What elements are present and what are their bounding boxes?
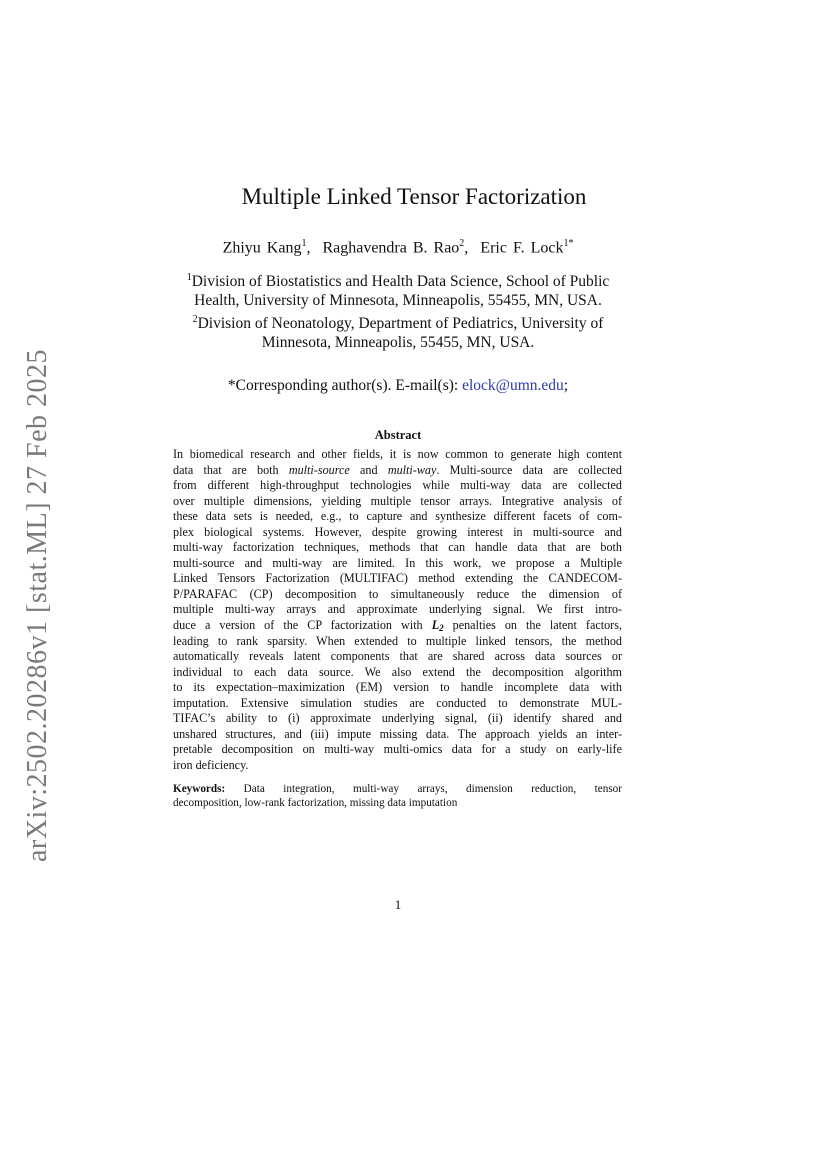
author-affiliation-mark: 1* — [563, 238, 574, 249]
affiliation-line: $^1$Division of Biostatistics and Health Data Science, School of Public — [186, 272, 610, 291]
affiliation-line: Health, University of Minnesota, Minneapolis, 55455, MN, USA. — [194, 292, 602, 310]
keywords — [173, 782, 622, 810]
abstract-line: to its expectation–maximization (EM) version to handle incomplete data with — [173, 680, 622, 695]
arxiv-identifier-stamp: arXiv:2502.20286v1 [stat.ML] 27 Feb 2025 — [22, 348, 53, 862]
abstract-line: TIFAC’s ability to (i) approximate underlying signal, (ii) identify shared and — [173, 711, 622, 726]
author-list: Zhiyu Kang$^1$, Raghavendra B. Rao$^2$, Eric F. Lock$^{1*}$ — [222, 238, 574, 257]
keywords-line: Keywords: Data integration, multi-way arrays, dimension reduction, tensor — [173, 783, 622, 795]
abstract-line: multiple multi-way arrays and approximate underlying signal. We first intro- — [173, 602, 622, 617]
affiliations — [150, 268, 646, 352]
abstract-line: data that are both multi-source and multi-way. Multi-source data are collected — [173, 462, 622, 477]
abstract-line: individual to each data source. We also extend the decomposition algorithm — [173, 664, 622, 679]
corresponding-label: *Corresponding author(s). E-mail(s): — [227, 377, 463, 394]
affiliation-mark: 1 — [186, 272, 192, 283]
abstract-line: leading to rank sparsity. When extended to multiple linked tensors, the method — [173, 633, 622, 648]
abstract-line: plex biological systems. However, despite growing interest in multi-source and — [173, 524, 622, 539]
abstract-line: P/PARAFAC (CP) decomposition to simultaneously reduce the dimension of — [173, 586, 622, 601]
abstract-line: In biomedical research and other fields, it is now common to generate high content — [173, 447, 622, 461]
affiliation-mark: 2 — [192, 314, 198, 326]
keywords-line: decomposition, low-rank factorization, missing data imputation — [173, 797, 458, 809]
author-affiliation-mark: 2 — [459, 238, 465, 249]
corresponding-author: *Corresponding author(s). E-mail(s): elock@umn.edu; — [227, 377, 569, 394]
abstract-line: imputation. Extensive simulation studies are conducted to demonstrate MUL- — [173, 695, 622, 710]
abstract-line: Linked Tensors Factorization (MULTIFAC) method extending the CANDECOM- — [173, 571, 622, 586]
page-number: 1 — [394, 897, 402, 912]
paper-title: Multiple Linked Tensor Factorization — [241, 184, 587, 209]
affiliation-line: $^2$Division of Neonatology, Department of Pediatrics, University of — [192, 314, 604, 333]
abstract-body — [173, 447, 622, 773]
keywords-label: Keywords: — [173, 783, 226, 795]
email-link[interactable]: elock@umn.edu — [462, 377, 564, 394]
affiliation-line: Minnesota, Minneapolis, 55455, MN, USA. — [261, 334, 535, 352]
abstract-line: multi-way factorization techniques, methods that can handle data that are both — [173, 540, 622, 555]
abstract-heading: Abstract — [374, 428, 422, 442]
abstract-line: unshared structures, and (iii) impute missing data. The approach yields an inter- — [173, 726, 622, 741]
author-name: Eric F. Lock — [480, 239, 564, 257]
abstract-line: iron deficiency. — [173, 757, 249, 772]
abstract-line: duce a version of the CP factorization with L2 penalties on the latent factors, — [173, 618, 622, 634]
author-affiliation-mark: 1 — [301, 238, 307, 249]
abstract-line: automatically reveals latent components that are shared across data sources or — [173, 649, 622, 664]
author-name: Zhiyu Kang — [222, 239, 302, 257]
abstract-line: these data sets is needed, e.g., to capture and synthesize different facets of com- — [173, 509, 622, 524]
abstract-line: from different high-throughput technologies while multi-way data are collected — [173, 478, 622, 493]
abstract-line: over multiple dimensions, yielding multiple tensor arrays. Integrative analysis of — [173, 493, 622, 508]
abstract-line: multi-source and multi-way are limited. In this work, we propose a Multiple — [173, 555, 622, 570]
author-name: Raghavendra B. Rao — [322, 239, 460, 257]
abstract-line: pretable decomposition on multi-way multi-omics data for a study on early-life — [173, 742, 622, 757]
